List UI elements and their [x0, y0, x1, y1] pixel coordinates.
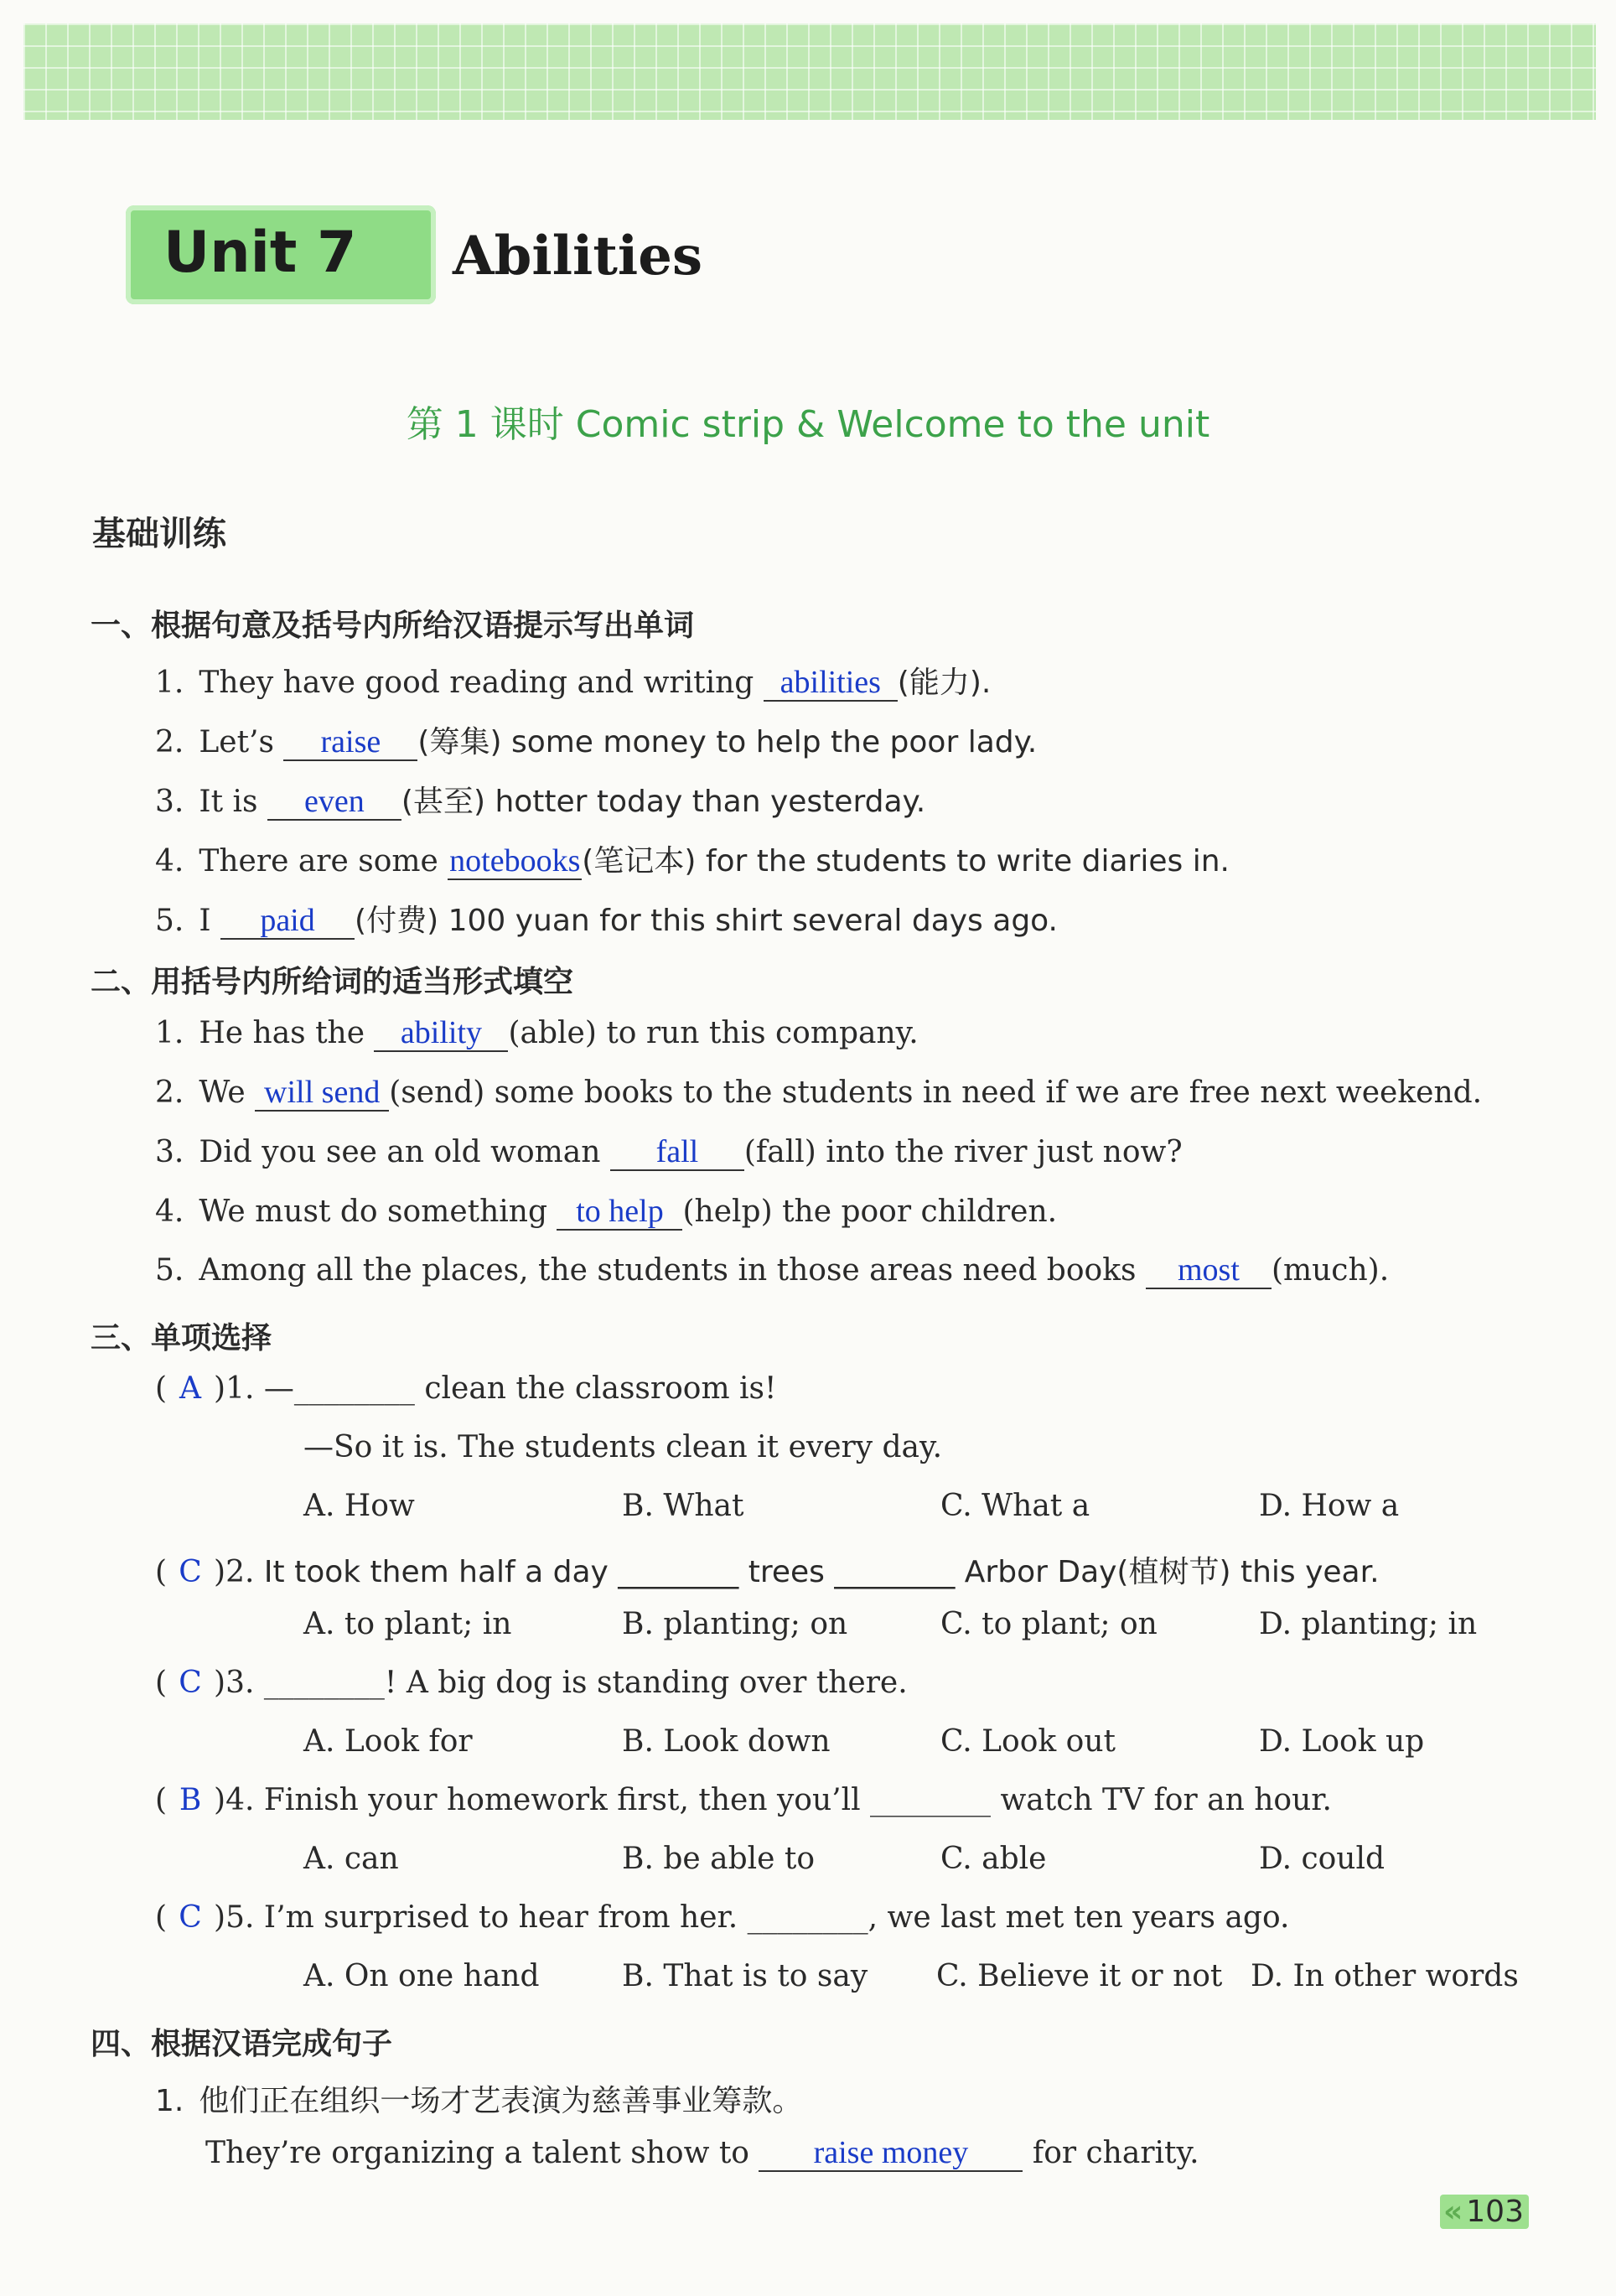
- mc-answer-1: A: [179, 1371, 202, 1406]
- option-a: A. to plant; in: [303, 1607, 512, 1641]
- s4-item-1-english: They’re organizing a talent show to raise money for charity.: [205, 2135, 1199, 2170]
- option-d: D. Look up: [1259, 1724, 1425, 1759]
- s2-item-1: 1. He has the ability (able) to run this company.: [155, 1015, 919, 1050]
- mc-question-1-response: —So it is. The students clean it every day.: [303, 1430, 943, 1464]
- mc-question-3: ( C )3. ________! A big dog is standing over there.: [155, 1666, 908, 1700]
- option-a: A. Look for: [303, 1724, 473, 1759]
- header-band: [23, 23, 1596, 120]
- s2-item-3: 3. Did you see an old woman fall (fall) into the river just now?: [155, 1134, 1183, 1169]
- option-b: B. Look down: [622, 1724, 831, 1759]
- unit-label: Unit 7: [163, 220, 357, 286]
- option-d: D. planting; in: [1259, 1607, 1478, 1641]
- option-c: C. Believe it or not: [936, 1959, 1223, 1993]
- unit-title: Abilities: [453, 225, 702, 288]
- s1-item-2: 2. Let’s raise (筹集) some money to help the poor lady.: [155, 724, 1038, 759]
- option-b: B. be able to: [622, 1842, 816, 1876]
- s1-item-4: 4. There are some notebooks(笔记本) for the students to write diaries in.: [155, 843, 1230, 878]
- option-b: B. What: [622, 1489, 744, 1523]
- mc-question-2: ( C )2. It took them half a day ________ trees ________ Arbor Day(植树节) this year.: [155, 1555, 1380, 1589]
- option-a: A. How: [303, 1489, 415, 1523]
- s2-item-5: 5. Among all the places, the students in those areas need books most (much).: [155, 1252, 1390, 1288]
- option-b: B. planting; on: [622, 1607, 848, 1641]
- section2-title: 二、用括号内所给词的适当形式填空: [91, 965, 574, 999]
- s1-item-1: 1. They have good reading and writing abilities (能力).: [155, 665, 992, 700]
- s2-item-2: 2. We will send (send) some books to the students in need if we are free next weekend.: [155, 1075, 1483, 1110]
- mc-answer-5: C: [179, 1900, 202, 1935]
- section4-title: 四、根据汉语完成句子: [91, 2027, 393, 2061]
- mc-answer-3: C: [179, 1666, 202, 1700]
- option-c: C. able: [940, 1842, 1047, 1876]
- option-a: A. On one hand: [303, 1959, 540, 1993]
- basic-training-title: 基础训练: [92, 515, 226, 553]
- option-d: D. In other words: [1251, 1959, 1519, 1993]
- mc-question-4: ( B )4. Finish your homework first, then you’ll ________ watch TV for an hour.: [155, 1783, 1332, 1817]
- section1-title: 一、根据句意及括号内所给汉语提示写出单词: [91, 609, 695, 643]
- option-b: B. That is to say: [622, 1959, 868, 1993]
- option-c: C. Look out: [940, 1724, 1116, 1759]
- mc-answer-4: B: [179, 1783, 202, 1817]
- lesson-title: 第 1 课时 Comic strip & Welcome to the unit: [406, 403, 1210, 446]
- section3-title: 三、单项选择: [91, 1321, 272, 1355]
- s2-item-4: 4. We must do something to help (help) the poor children.: [155, 1194, 1058, 1229]
- s1-item-5: 5. I paid (付费) 100 yuan for this shirt several days ago.: [155, 903, 1058, 938]
- page-number: « 103: [1440, 2195, 1529, 2229]
- s1-item-3: 3. It is even (甚至) hotter today than yesterday.: [155, 784, 926, 819]
- option-d: D. could: [1259, 1842, 1386, 1876]
- option-c: C. to plant; on: [940, 1607, 1158, 1641]
- option-d: D. How a: [1259, 1489, 1400, 1523]
- mc-question-5: ( C )5. I’m surprised to hear from her. ________, we last met ten years ago.: [155, 1900, 1290, 1935]
- option-a: A. can: [303, 1842, 399, 1876]
- mc-question-1: ( A )1. —________ clean the classroom is!: [155, 1371, 777, 1406]
- mc-answer-2: C: [179, 1555, 202, 1589]
- option-c: C. What a: [940, 1489, 1090, 1523]
- double-chevron-left-icon: «: [1443, 2195, 1463, 2229]
- s4-item-1-chinese: 1. 他们正在组织一场才艺表演为慈善事业筹款。: [155, 2084, 803, 2118]
